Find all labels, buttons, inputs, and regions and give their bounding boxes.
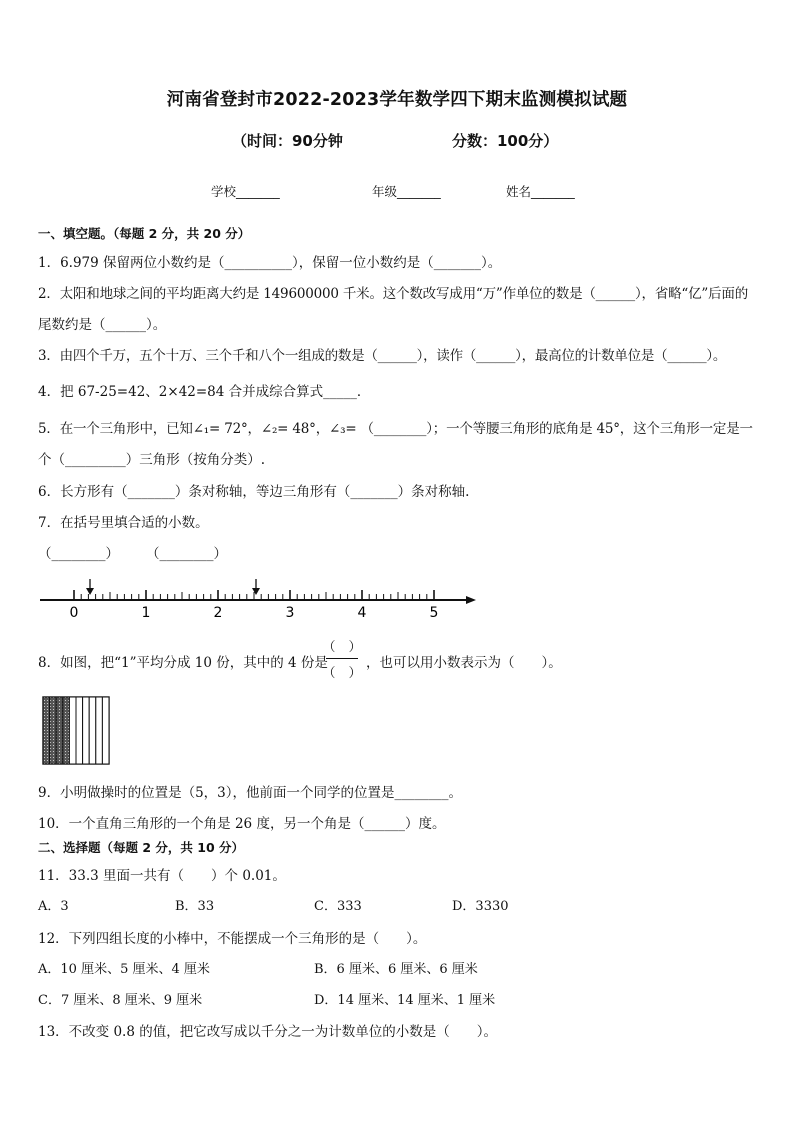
blank-strip — [83, 697, 90, 764]
question-12: 12．下列四组长度的小棒中，不能摆成一个三角形的是（ ）。 — [38, 931, 427, 947]
number-line-label: 5 — [429, 605, 439, 620]
blank-strip — [96, 697, 103, 764]
q12-option-a[interactable]: A．10 厘米、5 厘米、4 厘米 — [38, 962, 210, 977]
shaded-strip — [56, 697, 63, 764]
question-8-text: 8．如图，把“1”平均分成 10 份，其中的 4 份是 — [38, 655, 328, 671]
shaded-strip — [50, 697, 57, 764]
number-line-arrow-head — [466, 596, 476, 604]
ten-strips — [43, 697, 109, 764]
question-7-blank-1: （________） — [38, 546, 119, 562]
exam-score: 分数：100分） — [452, 132, 559, 150]
number-line-label: 2 — [213, 605, 223, 620]
fraction-bar — [326, 658, 358, 659]
blank-strip — [76, 697, 83, 764]
blank-strip — [69, 697, 76, 764]
down-arrow-head-icon-1 — [86, 588, 94, 595]
blank-strip — [89, 697, 96, 764]
question-2-line-2: 尾数约是（______）。 — [38, 317, 167, 333]
exam-time: （时间：90分钟 — [232, 132, 343, 150]
question-4: 4．把 67-25=42、2×42=84 合并成综合算式_____． — [38, 384, 371, 400]
section-choice-heading: 二、选择题（每题 2 分，共 10 分） — [38, 840, 245, 855]
name-field: 姓名_______ — [506, 184, 575, 199]
question-7-blank-2: （________） — [146, 546, 227, 562]
q11-option-a[interactable]: A．3 — [38, 899, 69, 914]
q12-option-d[interactable]: D．14 厘米、14 厘米、1 厘米 — [314, 993, 496, 1008]
question-3: 3．由四个千万，五个十万、三个千和八个一组成的数是（______），读作（______），最高位的计数单位是（______）。 — [38, 348, 727, 364]
down-arrow-head-icon-2 — [252, 588, 260, 595]
q12-option-c[interactable]: C．7 厘米、8 厘米、9 厘米 — [38, 993, 203, 1008]
number-line-labels — [70, 605, 439, 620]
question-13: 13．不改变 0.8 的值，把它改写成以千分之一为计数单位的小数是（ ）。 — [38, 1024, 497, 1040]
page-title: 河南省登封市2022-2023学年数学四下期末监测模拟试题 — [166, 90, 628, 110]
number-line-label: 1 — [141, 605, 151, 620]
shaded-strip — [63, 697, 70, 764]
number-line-label: 3 — [285, 605, 295, 620]
number-line-label: 0 — [69, 605, 79, 620]
question-10: 10．一个直角三角形的一个角是 26 度，另一个角是（______）度。 — [38, 816, 446, 832]
number-line-figure — [36, 575, 480, 620]
shaded-strip — [43, 697, 50, 764]
fraction-numerator: （ ） — [322, 640, 362, 655]
q12-option-b[interactable]: B．6 厘米、6 厘米、6 厘米 — [314, 962, 478, 977]
fraction-denominator: （ ） — [322, 666, 362, 681]
question-2-line-1: 2．太阳和地球之间的平均距离大约是 149600000 千米。这个数改写成用“万”作单位的数是（______），省略“亿”后面的 — [38, 286, 749, 302]
question-5-line-1: 5．在一个三角形中，已知∠₁= 72°，∠₂= 48°，∠₃= （________）；一个等腰三角形的底角是 45°，这个三角形一定是一 — [38, 421, 753, 437]
number-line-label: 4 — [357, 605, 367, 620]
question-9: 9．小明做操时的位置是（5，3），他前面一个同学的位置是________。 — [38, 785, 463, 801]
q11-option-c[interactable]: C．333 — [314, 899, 362, 914]
question-6: 6．长方形有（_______）条对称轴，等边三角形有（_______）条对称轴. — [38, 484, 470, 500]
question-8-text-end: ，也可以用小数表示为（ ）。 — [366, 655, 562, 671]
section-fill-in-heading: 一、填空题。（每题 2 分，共 20 分） — [38, 226, 251, 241]
blank-strip — [102, 697, 109, 764]
question-11: 11．33.3 里面一共有（ ）个 0.01。 — [38, 868, 286, 884]
question-7: 7．在括号里填合适的小数。 — [38, 515, 209, 531]
q11-option-d[interactable]: D．3330 — [452, 899, 509, 914]
ten-parts-figure — [40, 696, 112, 766]
question-1: 1．6.979 保留两位小数约是（__________），保留一位小数约是（_______）。 — [38, 255, 502, 271]
school-field: 学校_______ — [211, 184, 280, 199]
grade-field: 年级_______ — [372, 184, 441, 199]
q11-option-b[interactable]: B．33 — [175, 899, 215, 914]
question-5-line-2: 个（_________）三角形（按角分类）. — [38, 452, 266, 468]
